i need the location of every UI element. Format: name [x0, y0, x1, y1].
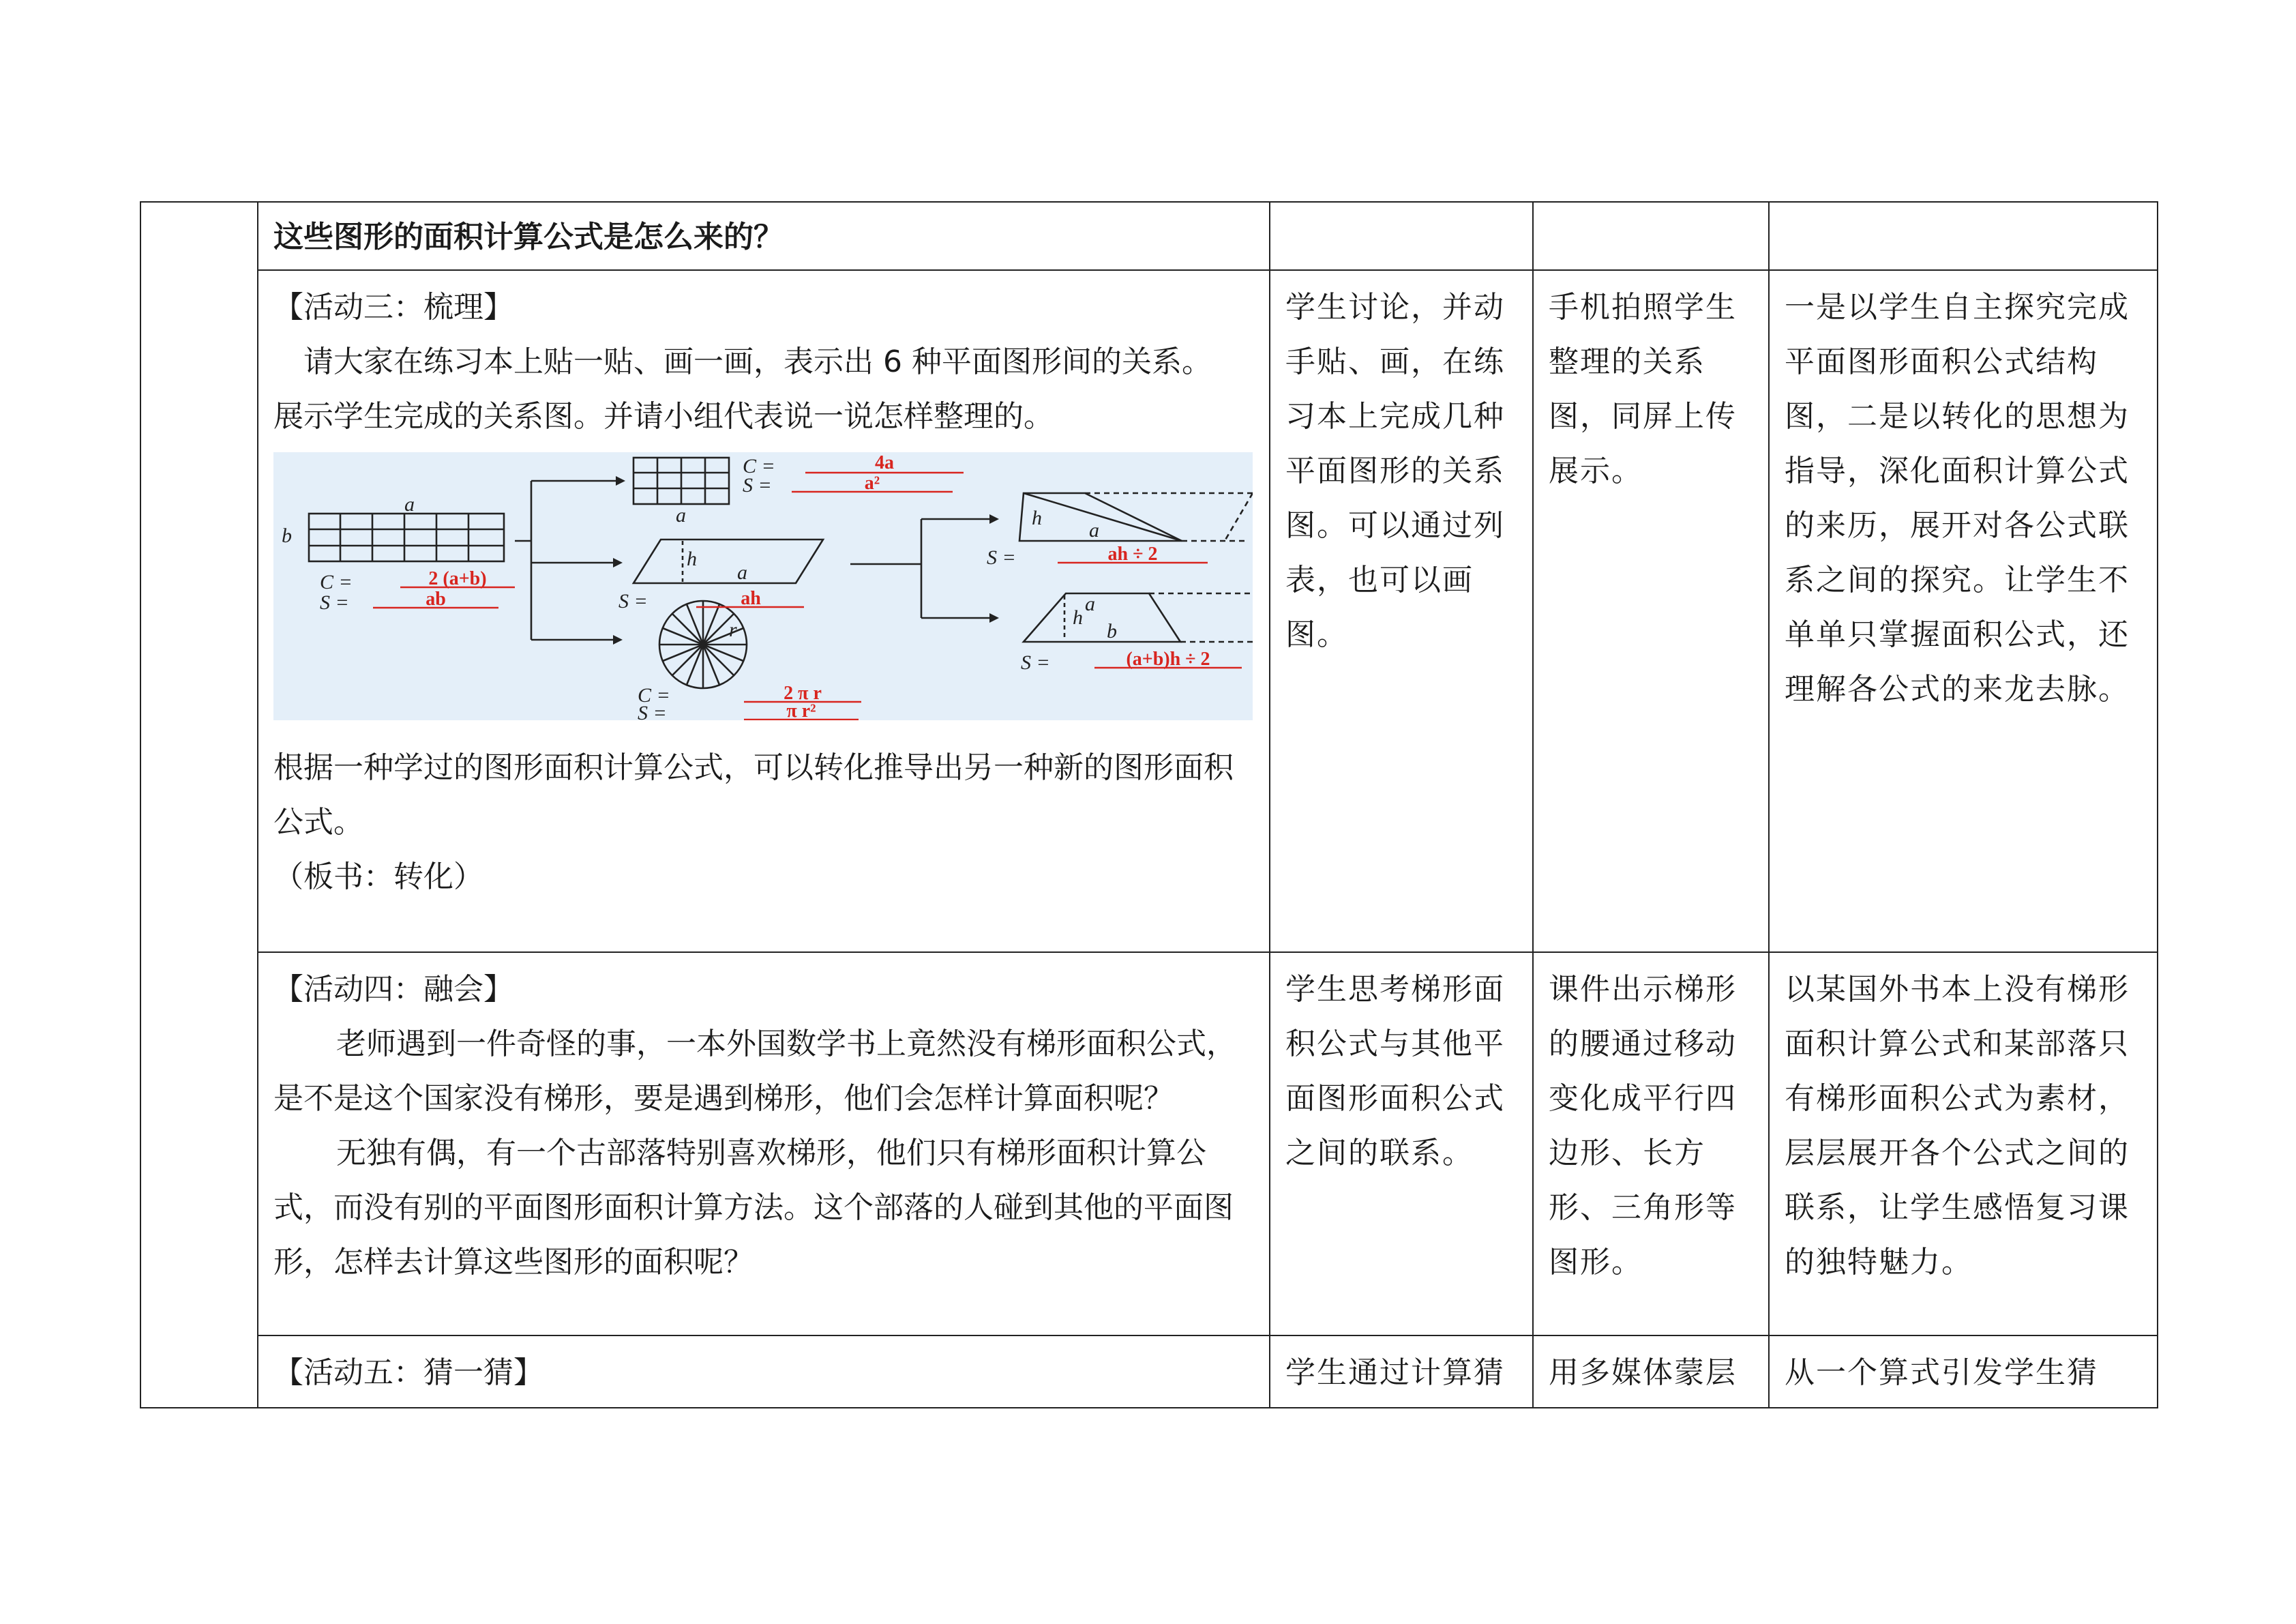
activity5-intent-cell	[1769, 1335, 2158, 1408]
blank-side-cell	[140, 202, 258, 1408]
activity4-student-text: 学生思考梯形面积公式与其他平面图形面积公式之间的联系。	[1285, 972, 1505, 1170]
question-cell	[258, 202, 1270, 270]
square-s-label: S =	[743, 474, 772, 497]
activity4-student-cell	[1270, 952, 1533, 1335]
empty-cell	[1769, 202, 2158, 270]
rect-side-b: b	[282, 525, 292, 547]
circle-s-label: S =	[638, 702, 667, 720]
trap-s-label: S =	[1021, 651, 1050, 674]
circle-c-value: 2 π r	[784, 683, 822, 704]
activity5-content-cell	[258, 1335, 1270, 1408]
square-c-label: C =	[743, 455, 775, 477]
activity5-intent-text: 从一个算式引发学生猜	[1785, 1355, 2098, 1390]
tri-s-value: ah ÷ 2	[1107, 544, 1158, 565]
lesson-plan-table	[140, 201, 2158, 1408]
rect-s-label: S =	[320, 591, 349, 614]
square-s-value: a²	[864, 473, 880, 494]
rect-s-value: ab	[426, 589, 446, 610]
activity4-intent-cell	[1769, 952, 2158, 1335]
activity5-media-cell	[1533, 1335, 1769, 1408]
trap-b: b	[1107, 620, 1117, 643]
activity3-media-text: 手机拍照学生整理的关系图，同屏上传展示。	[1549, 290, 1737, 488]
circle-c-label: C =	[638, 684, 670, 707]
tri-s-label: S =	[987, 546, 1016, 569]
square-side: a	[676, 504, 686, 527]
activity3-para4: （板书：转化）	[273, 859, 483, 894]
trap-h: h	[1073, 606, 1083, 629]
activity5-heading: 【活动五：猜一猜】	[273, 1355, 543, 1390]
para-a: a	[737, 561, 747, 584]
activity4-content-cell	[258, 952, 1270, 1335]
rect-side-a: a	[404, 493, 415, 516]
activity5-student-text: 学生通过计算猜	[1285, 1355, 1505, 1390]
activity3-intent-text: 一是以学生自主探究完成平面图形面积公式结构图，二是以转化的思想为指导，深化面积计算公式的来历，展开对各公式联系之间的探究。让学生不单单只掌握面积公式，还理解各公式的来龙去脉。	[1785, 290, 2130, 707]
empty-cell	[1270, 202, 1533, 270]
activity3-para2: 展示学生完成的关系图。并请小组代表说一说怎样整理的。	[273, 399, 1054, 434]
trap-a: a	[1085, 593, 1095, 615]
activity4-media-cell	[1533, 952, 1769, 1335]
activity3-media-cell	[1533, 270, 1769, 952]
para-s-label: S =	[618, 590, 648, 612]
activity4-para1: 老师遇到一件奇怪的事，一本外国数学书上竟然没有梯形面积公式，是不是这个国家没有梯形，要是遇到梯形，他们会怎样计算面积呢？	[273, 1027, 1236, 1116]
para-s-value: ah	[741, 588, 761, 609]
activity4-intent-text: 以某国外书本上没有梯形面积计算公式和某部落只有梯形面积公式为素材，层层展开各个公式之间的联系，让学生感悟复习课的独特魅力。	[1785, 972, 2130, 1280]
activity4-media-text: 课件出示梯形的腰通过移动变化成平行四边形、长方形、三角形等图形。	[1549, 972, 1737, 1280]
circle-s-value: π r²	[786, 700, 816, 720]
question-row	[140, 202, 2158, 270]
activity3-para1: 请大家在练习本上贴一贴、画一画，表示出 6 种平面图形间的关系。	[303, 344, 1212, 379]
activity5-media-text: 用多媒体蒙层	[1549, 1355, 1737, 1390]
activity5-student-cell	[1270, 1335, 1533, 1408]
activity5-row	[140, 1335, 2158, 1408]
rect-c-value: 2 (a+b)	[428, 568, 487, 589]
activity4-heading: 【活动四：融会】	[273, 972, 513, 1007]
activity3-student-text: 学生讨论，并动手贴、画，在练习本上完成几种平面图形的关系图。可以通过列表，也可以画图。	[1285, 290, 1505, 652]
circle-r: r	[729, 619, 737, 641]
activity3-student-cell	[1270, 270, 1533, 952]
para-h: h	[687, 548, 697, 570]
activity3-content-cell	[258, 270, 1270, 952]
activity4-para2: 无独有偶，有一个古部落特别喜欢梯形，他们只有梯形面积计算公式，而没有别的平面图形面积计算方法。这个部落的人碰到其他的平面图形，怎样去计算这些图形的面积呢？	[273, 1136, 1234, 1280]
tri-h: h	[1032, 507, 1042, 529]
activity3-intent-cell	[1769, 270, 2158, 952]
rect-c-label: C =	[320, 571, 353, 593]
square-c-value: 4a	[875, 452, 894, 473]
activity3-row	[140, 270, 2158, 952]
trap-s-value: (a+b)h ÷ 2	[1126, 649, 1210, 670]
question-text: 这些图形的面积计算公式是怎么来的？	[273, 220, 784, 254]
shapes-relation-figure	[273, 452, 1253, 720]
tri-a: a	[1089, 519, 1099, 542]
activity3-para3: 根据一种学过的图形面积计算公式，可以转化推导出另一种新的图形面积公式。	[273, 750, 1234, 840]
activity4-row	[140, 952, 2158, 1335]
empty-cell	[1533, 202, 1769, 270]
activity3-heading: 【活动三：梳理】	[273, 290, 513, 325]
